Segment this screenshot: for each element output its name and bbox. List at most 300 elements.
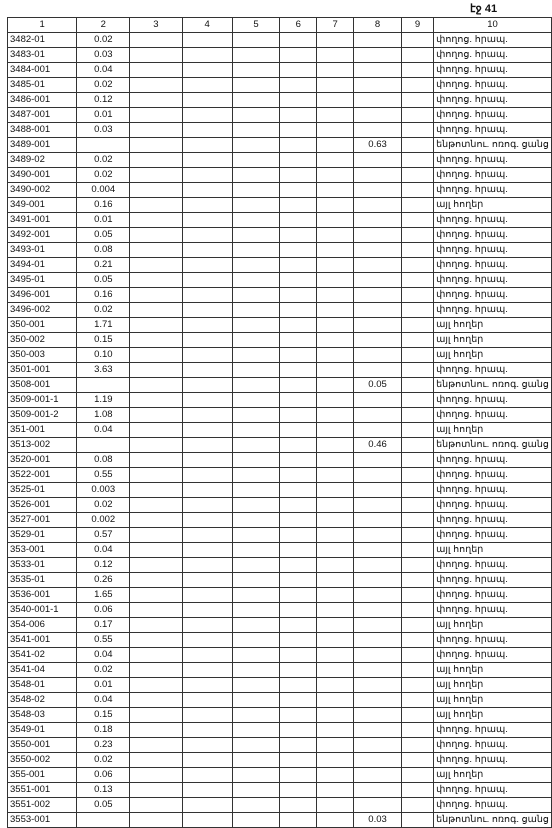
table-row bbox=[8, 678, 552, 693]
empty-cell bbox=[232, 603, 279, 618]
empty-cell bbox=[402, 63, 434, 78]
irrigation-area-cell bbox=[354, 318, 402, 333]
empty-cell bbox=[280, 243, 317, 258]
irrigation-area-cell bbox=[354, 288, 402, 303]
table-row bbox=[8, 603, 552, 618]
empty-cell bbox=[317, 228, 354, 243]
empty-cell bbox=[317, 723, 354, 738]
empty-cell bbox=[280, 558, 317, 573]
empty-cell bbox=[317, 798, 354, 813]
parcel-code-cell: 3549-01 bbox=[8, 723, 77, 738]
empty-cell bbox=[232, 678, 279, 693]
area-cell: 0.08 bbox=[77, 243, 130, 258]
empty-cell bbox=[402, 288, 434, 303]
empty-cell bbox=[280, 288, 317, 303]
empty-cell bbox=[232, 783, 279, 798]
empty-cell bbox=[232, 573, 279, 588]
empty-cell bbox=[182, 708, 232, 723]
empty-cell bbox=[130, 393, 182, 408]
area-cell: 0.03 bbox=[77, 48, 130, 63]
parcel-code-cell: 3520-001 bbox=[8, 453, 77, 468]
empty-cell bbox=[280, 438, 317, 453]
empty-cell bbox=[130, 678, 182, 693]
column-header: 1 bbox=[8, 18, 77, 33]
empty-cell bbox=[317, 243, 354, 258]
empty-cell bbox=[317, 498, 354, 513]
area-cell: 0.003 bbox=[77, 483, 130, 498]
irrigation-area-cell: 0.05 bbox=[354, 378, 402, 393]
parcel-code-cell: 3496-001 bbox=[8, 288, 77, 303]
irrigation-area-cell bbox=[354, 213, 402, 228]
area-cell: 1.65 bbox=[77, 588, 130, 603]
parcel-code-cell: 3496-002 bbox=[8, 303, 77, 318]
empty-cell bbox=[280, 528, 317, 543]
land-type-cell: փողոց. հրապ. bbox=[434, 258, 552, 273]
empty-cell bbox=[402, 153, 434, 168]
table-row bbox=[8, 78, 552, 93]
irrigation-area-cell bbox=[354, 798, 402, 813]
parcel-code-cell: 3529-01 bbox=[8, 528, 77, 543]
land-type-cell: փողոց. հրապ. bbox=[434, 468, 552, 483]
empty-cell bbox=[402, 183, 434, 198]
empty-cell bbox=[182, 573, 232, 588]
empty-cell bbox=[402, 123, 434, 138]
empty-cell bbox=[317, 663, 354, 678]
parcel-code-cell: 3495-01 bbox=[8, 273, 77, 288]
empty-cell bbox=[232, 693, 279, 708]
table-row bbox=[8, 618, 552, 633]
table-row bbox=[8, 483, 552, 498]
area-cell: 0.18 bbox=[77, 723, 130, 738]
irrigation-area-cell: 0.63 bbox=[354, 138, 402, 153]
parcel-code-cell: 3508-001 bbox=[8, 378, 77, 393]
irrigation-area-cell bbox=[354, 273, 402, 288]
empty-cell bbox=[130, 498, 182, 513]
parcel-code-cell: 3541-001 bbox=[8, 633, 77, 648]
area-cell bbox=[77, 138, 130, 153]
area-cell: 0.55 bbox=[77, 633, 130, 648]
area-cell: 0.02 bbox=[77, 753, 130, 768]
empty-cell bbox=[280, 183, 317, 198]
table-row bbox=[8, 753, 552, 768]
empty-cell bbox=[317, 333, 354, 348]
land-type-cell: փողոց. հրապ. bbox=[434, 48, 552, 63]
empty-cell bbox=[232, 663, 279, 678]
area-cell: 1.71 bbox=[77, 318, 130, 333]
table-row bbox=[8, 798, 552, 813]
empty-cell bbox=[317, 483, 354, 498]
area-cell: 0.17 bbox=[77, 618, 130, 633]
irrigation-area-cell bbox=[354, 258, 402, 273]
empty-cell bbox=[317, 408, 354, 423]
table-row bbox=[8, 303, 552, 318]
empty-cell bbox=[402, 468, 434, 483]
irrigation-area-cell bbox=[354, 768, 402, 783]
empty-cell bbox=[402, 663, 434, 678]
empty-cell bbox=[317, 378, 354, 393]
empty-cell bbox=[130, 528, 182, 543]
area-cell: 0.01 bbox=[77, 678, 130, 693]
empty-cell bbox=[280, 333, 317, 348]
empty-cell bbox=[232, 408, 279, 423]
empty-cell bbox=[317, 288, 354, 303]
empty-cell bbox=[130, 738, 182, 753]
empty-cell bbox=[317, 213, 354, 228]
irrigation-area-cell bbox=[354, 468, 402, 483]
empty-cell bbox=[182, 258, 232, 273]
table-row bbox=[8, 468, 552, 483]
table-row bbox=[8, 273, 552, 288]
land-type-cell: փողոց. հրապ. bbox=[434, 363, 552, 378]
parcel-code-cell: 3501-001 bbox=[8, 363, 77, 378]
empty-cell bbox=[402, 393, 434, 408]
column-header: 7 bbox=[317, 18, 354, 33]
irrigation-area-cell bbox=[354, 198, 402, 213]
empty-cell bbox=[280, 378, 317, 393]
parcel-code-cell: 3551-001 bbox=[8, 783, 77, 798]
irrigation-area-cell bbox=[354, 48, 402, 63]
land-type-cell: փողոց. հրապ. bbox=[434, 558, 552, 573]
area-cell: 0.05 bbox=[77, 228, 130, 243]
land-type-cell: այլ հողեր bbox=[434, 318, 552, 333]
empty-cell bbox=[182, 363, 232, 378]
empty-cell bbox=[402, 498, 434, 513]
empty-cell bbox=[402, 768, 434, 783]
land-type-cell: այլ հողեր bbox=[434, 663, 552, 678]
area-cell: 0.55 bbox=[77, 468, 130, 483]
land-type-cell: փողոց. հրապ. bbox=[434, 648, 552, 663]
parcel-code-cell: 3541-04 bbox=[8, 663, 77, 678]
empty-cell bbox=[280, 738, 317, 753]
table-row bbox=[8, 138, 552, 153]
empty-cell bbox=[280, 663, 317, 678]
empty-cell bbox=[402, 168, 434, 183]
empty-cell bbox=[182, 198, 232, 213]
empty-cell bbox=[317, 153, 354, 168]
empty-cell bbox=[130, 753, 182, 768]
page-number-label: էջ 41 bbox=[470, 3, 498, 15]
empty-cell bbox=[130, 138, 182, 153]
land-type-cell: այլ հողեր bbox=[434, 333, 552, 348]
empty-cell bbox=[280, 153, 317, 168]
empty-cell bbox=[402, 723, 434, 738]
empty-cell bbox=[232, 228, 279, 243]
table-row bbox=[8, 243, 552, 258]
table-row bbox=[8, 408, 552, 423]
table-row bbox=[8, 708, 552, 723]
empty-cell bbox=[232, 33, 279, 48]
empty-cell bbox=[182, 768, 232, 783]
land-type-cell: փողոց. հրապ. bbox=[434, 243, 552, 258]
area-cell: 0.002 bbox=[77, 513, 130, 528]
irrigation-area-cell bbox=[354, 78, 402, 93]
land-type-cell: այլ հողեր bbox=[434, 708, 552, 723]
irrigation-area-cell bbox=[354, 558, 402, 573]
irrigation-area-cell bbox=[354, 243, 402, 258]
irrigation-area-cell bbox=[354, 603, 402, 618]
parcel-code-cell: 350-001 bbox=[8, 318, 77, 333]
irrigation-area-cell bbox=[354, 543, 402, 558]
area-cell: 0.15 bbox=[77, 708, 130, 723]
area-cell: 0.02 bbox=[77, 303, 130, 318]
area-cell: 0.04 bbox=[77, 63, 130, 78]
empty-cell bbox=[317, 183, 354, 198]
empty-cell bbox=[130, 33, 182, 48]
parcel-code-cell: 3484-001 bbox=[8, 63, 77, 78]
land-type-cell: այլ հողեր bbox=[434, 348, 552, 363]
area-cell: 0.06 bbox=[77, 603, 130, 618]
table-row bbox=[8, 33, 552, 48]
empty-cell bbox=[130, 633, 182, 648]
empty-cell bbox=[280, 273, 317, 288]
empty-cell bbox=[232, 768, 279, 783]
empty-cell bbox=[232, 243, 279, 258]
table-row bbox=[8, 318, 552, 333]
empty-cell bbox=[402, 48, 434, 63]
empty-cell bbox=[182, 543, 232, 558]
parcel-code-cell: 355-001 bbox=[8, 768, 77, 783]
area-cell: 1.19 bbox=[77, 393, 130, 408]
empty-cell bbox=[232, 288, 279, 303]
irrigation-area-cell bbox=[354, 678, 402, 693]
table-row bbox=[8, 198, 552, 213]
empty-cell bbox=[317, 393, 354, 408]
empty-cell bbox=[402, 588, 434, 603]
table-row bbox=[8, 348, 552, 363]
land-type-cell: փողոց. հրապ. bbox=[434, 183, 552, 198]
empty-cell bbox=[232, 438, 279, 453]
empty-cell bbox=[232, 813, 279, 828]
empty-cell bbox=[232, 588, 279, 603]
empty-cell bbox=[182, 303, 232, 318]
land-type-cell: փողոց. հրապ. bbox=[434, 528, 552, 543]
parcel-code-cell: 3550-002 bbox=[8, 753, 77, 768]
irrigation-area-cell bbox=[354, 93, 402, 108]
empty-cell bbox=[130, 198, 182, 213]
table-row bbox=[8, 543, 552, 558]
empty-cell bbox=[317, 48, 354, 63]
irrigation-area-cell bbox=[354, 663, 402, 678]
empty-cell bbox=[232, 423, 279, 438]
empty-cell bbox=[280, 93, 317, 108]
land-type-cell: այլ հողեր bbox=[434, 198, 552, 213]
land-type-cell: փողոց. հրապ. bbox=[434, 783, 552, 798]
empty-cell bbox=[130, 243, 182, 258]
empty-cell bbox=[182, 393, 232, 408]
land-type-cell: փողոց. հրապ. bbox=[434, 513, 552, 528]
empty-cell bbox=[402, 363, 434, 378]
land-type-cell: այլ հողեր bbox=[434, 768, 552, 783]
irrigation-area-cell: 0.03 bbox=[354, 813, 402, 828]
parcel-code-cell: 3525-01 bbox=[8, 483, 77, 498]
column-header: 9 bbox=[402, 18, 434, 33]
empty-cell bbox=[232, 108, 279, 123]
table-row bbox=[8, 288, 552, 303]
table-row bbox=[8, 528, 552, 543]
irrigation-area-cell bbox=[354, 528, 402, 543]
empty-cell bbox=[402, 693, 434, 708]
irrigation-area-cell bbox=[354, 618, 402, 633]
empty-cell bbox=[317, 678, 354, 693]
column-header: 10 bbox=[434, 18, 552, 33]
land-type-cell: այլ հողեր bbox=[434, 543, 552, 558]
area-cell: 0.05 bbox=[77, 798, 130, 813]
empty-cell bbox=[317, 513, 354, 528]
empty-cell bbox=[402, 198, 434, 213]
empty-cell bbox=[130, 663, 182, 678]
empty-cell bbox=[130, 438, 182, 453]
parcel-code-cell: 3490-002 bbox=[8, 183, 77, 198]
table-row bbox=[8, 423, 552, 438]
table-row bbox=[8, 723, 552, 738]
area-cell: 0.03 bbox=[77, 123, 130, 138]
land-type-cell: փողոց. հրապ. bbox=[434, 288, 552, 303]
empty-cell bbox=[182, 213, 232, 228]
land-type-cell: փողոց. հրապ. bbox=[434, 453, 552, 468]
empty-cell bbox=[232, 318, 279, 333]
empty-cell bbox=[317, 438, 354, 453]
table-row bbox=[8, 258, 552, 273]
parcel-code-cell: 3488-001 bbox=[8, 123, 77, 138]
empty-cell bbox=[182, 693, 232, 708]
empty-cell bbox=[317, 258, 354, 273]
land-type-cell: փողոց. հրապ. bbox=[434, 798, 552, 813]
empty-cell bbox=[232, 153, 279, 168]
land-register-table bbox=[7, 17, 552, 828]
column-header: 2 bbox=[77, 18, 130, 33]
empty-cell bbox=[317, 783, 354, 798]
empty-cell bbox=[402, 423, 434, 438]
empty-cell bbox=[280, 753, 317, 768]
irrigation-area-cell bbox=[354, 723, 402, 738]
empty-cell bbox=[317, 768, 354, 783]
empty-cell bbox=[232, 78, 279, 93]
land-type-cell: փողոց. հրապ. bbox=[434, 153, 552, 168]
empty-cell bbox=[402, 483, 434, 498]
area-cell: 0.04 bbox=[77, 423, 130, 438]
empty-cell bbox=[232, 378, 279, 393]
irrigation-area-cell bbox=[354, 333, 402, 348]
irrigation-area-cell bbox=[354, 753, 402, 768]
parcel-code-cell: 353-001 bbox=[8, 543, 77, 558]
land-type-cell: փողոց. հրապ. bbox=[434, 63, 552, 78]
empty-cell bbox=[280, 813, 317, 828]
empty-cell bbox=[130, 48, 182, 63]
empty-cell bbox=[130, 78, 182, 93]
empty-cell bbox=[182, 243, 232, 258]
empty-cell bbox=[182, 138, 232, 153]
empty-cell bbox=[402, 213, 434, 228]
empty-cell bbox=[182, 753, 232, 768]
column-header: 3 bbox=[130, 18, 182, 33]
empty-cell bbox=[280, 348, 317, 363]
empty-cell bbox=[402, 513, 434, 528]
empty-cell bbox=[402, 558, 434, 573]
area-cell: 0.57 bbox=[77, 528, 130, 543]
empty-cell bbox=[182, 618, 232, 633]
irrigation-area-cell bbox=[354, 153, 402, 168]
empty-cell bbox=[130, 513, 182, 528]
land-type-cell: փողոց. հրապ. bbox=[434, 93, 552, 108]
empty-cell bbox=[402, 738, 434, 753]
empty-cell bbox=[232, 468, 279, 483]
irrigation-area-cell bbox=[354, 228, 402, 243]
empty-cell bbox=[130, 543, 182, 558]
area-cell: 0.02 bbox=[77, 168, 130, 183]
empty-cell bbox=[130, 213, 182, 228]
empty-cell bbox=[280, 543, 317, 558]
empty-cell bbox=[182, 633, 232, 648]
empty-cell bbox=[182, 648, 232, 663]
empty-cell bbox=[232, 258, 279, 273]
area-cell: 0.12 bbox=[77, 93, 130, 108]
empty-cell bbox=[130, 783, 182, 798]
empty-cell bbox=[130, 453, 182, 468]
land-type-cell: փողոց. հրապ. bbox=[434, 483, 552, 498]
empty-cell bbox=[317, 618, 354, 633]
empty-cell bbox=[402, 303, 434, 318]
table-row bbox=[8, 663, 552, 678]
empty-cell bbox=[280, 678, 317, 693]
column-header: 6 bbox=[280, 18, 317, 33]
table-row bbox=[8, 378, 552, 393]
irrigation-area-cell: 0.46 bbox=[354, 438, 402, 453]
parcel-code-cell: 3553-001 bbox=[8, 813, 77, 828]
empty-cell bbox=[317, 738, 354, 753]
parcel-code-cell: 3509-001-1 bbox=[8, 393, 77, 408]
empty-cell bbox=[280, 63, 317, 78]
land-type-cell: փողոց. հրապ. bbox=[434, 213, 552, 228]
land-type-cell: ենթոտնու. ոռոգ. ցանց bbox=[434, 378, 552, 393]
empty-cell bbox=[317, 273, 354, 288]
table-row bbox=[8, 168, 552, 183]
table-row bbox=[8, 48, 552, 63]
parcel-code-cell: 3513-002 bbox=[8, 438, 77, 453]
empty-cell bbox=[280, 468, 317, 483]
empty-cell bbox=[232, 333, 279, 348]
irrigation-area-cell bbox=[354, 408, 402, 423]
empty-cell bbox=[402, 138, 434, 153]
irrigation-area-cell bbox=[354, 588, 402, 603]
empty-cell bbox=[402, 813, 434, 828]
empty-cell bbox=[402, 258, 434, 273]
parcel-code-cell: 3493-01 bbox=[8, 243, 77, 258]
column-header: 8 bbox=[354, 18, 402, 33]
empty-cell bbox=[317, 108, 354, 123]
parcel-code-cell: 351-001 bbox=[8, 423, 77, 438]
empty-cell bbox=[317, 753, 354, 768]
empty-cell bbox=[280, 573, 317, 588]
empty-cell bbox=[130, 468, 182, 483]
empty-cell bbox=[402, 753, 434, 768]
empty-cell bbox=[280, 108, 317, 123]
empty-cell bbox=[130, 483, 182, 498]
empty-cell bbox=[182, 738, 232, 753]
empty-cell bbox=[130, 258, 182, 273]
empty-cell bbox=[280, 633, 317, 648]
area-cell: 0.02 bbox=[77, 153, 130, 168]
empty-cell bbox=[232, 123, 279, 138]
empty-cell bbox=[182, 483, 232, 498]
land-type-cell: փողոց. հրապ. bbox=[434, 633, 552, 648]
area-cell: 0.16 bbox=[77, 198, 130, 213]
area-cell: 0.02 bbox=[77, 33, 130, 48]
area-cell bbox=[77, 438, 130, 453]
empty-cell bbox=[317, 348, 354, 363]
empty-cell bbox=[317, 303, 354, 318]
empty-cell bbox=[182, 723, 232, 738]
table-row bbox=[8, 363, 552, 378]
